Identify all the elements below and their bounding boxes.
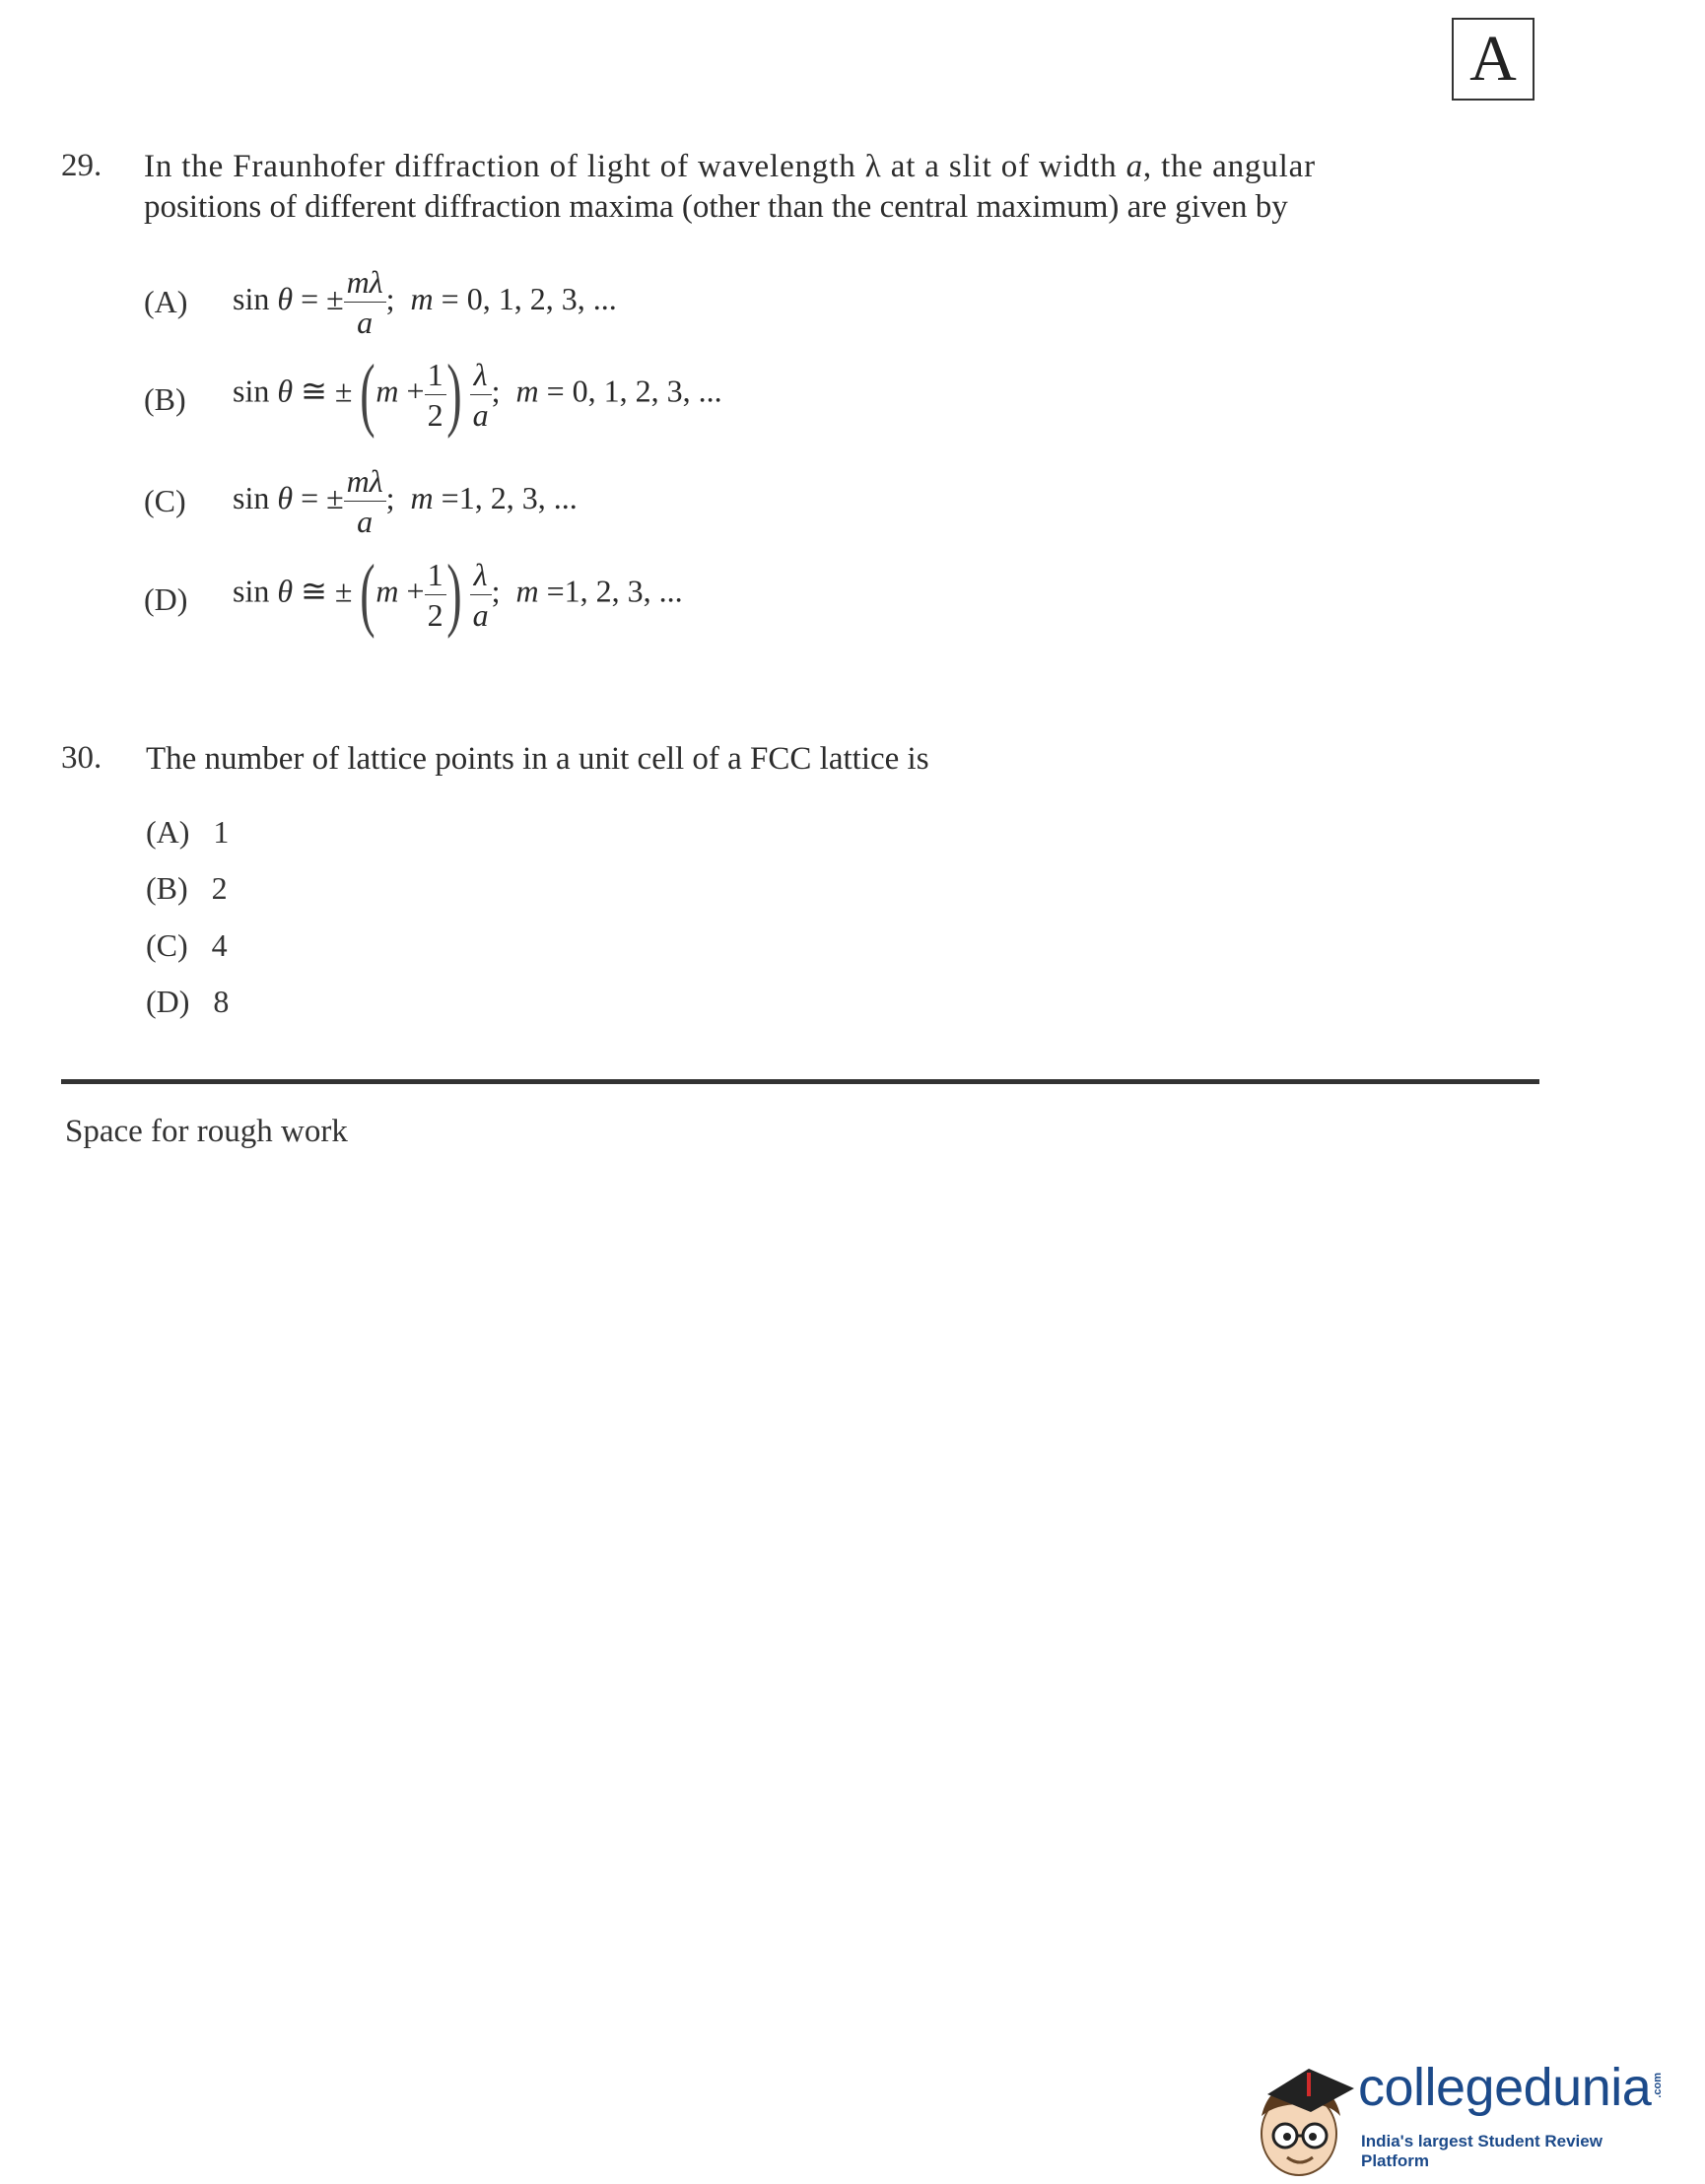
option-30-c: (C) 4 [146,927,228,963]
question-29-line-2: positions of different diffraction maxima (other than the central maximum) are given by [144,189,1288,225]
question-29-line-1: In the Fraunhofer diffraction of light of wavelength λ at a slit of width a, the angular [144,149,1316,184]
option-29-c-formula: sin θ = ± $\frac{m\lambda}{a}$ ; m =1, 2, 3, ... [233,463,578,539]
section-divider [61,1079,1539,1084]
fraction-lambda-over-a: $\frac{\lambda}{a}$ [470,559,492,631]
option-30-b: (B) 2 [146,870,228,906]
right-paren: ) [445,348,462,440]
fraction-m-lambda-over-a: $\frac{m\lambda}{a}$ [344,465,386,537]
option-30-a: (A) 1 [146,814,230,850]
option-29-b-formula: sin θ ≅ ± (m + $\frac{1}{2}$ ) $\frac{\lambda}{a}$ ; m = 0, 1, 2, 3, ... [233,348,722,440]
paper-set-box [1452,18,1534,101]
option-29-a-label: (A) [144,284,188,319]
question-29-number: 29. [61,148,102,183]
option-29-d-formula: sin θ ≅ ± (m + $\frac{1}{2}$ ) $\frac{\lambda}{a}$ ; m =1, 2, 3, ... [233,548,683,640]
question-30-text: The number of lattice points in a unit cell of a FCC lattice is [146,741,929,777]
logo-suffix: .com [1652,2073,1664,2098]
fraction-m-lambda-over-a: $\frac{m\lambda}{a}$ [344,266,386,338]
option-29-b-label: (B) [144,381,186,417]
logo-brand-text: collegedunia [1358,2058,1652,2117]
left-paren: ( [360,348,376,440]
collegedunia-logo [1250,2055,1673,2178]
fraction-one-half: $\frac{1}{2}$ [425,559,446,631]
option-29-d-label: (D) [144,581,188,617]
rough-work-label: Space for rough work [65,1114,348,1149]
option-29-c-label: (C) [144,483,186,518]
paper-set-letter: A [1469,23,1517,95]
question-30-number: 30. [61,740,102,776]
option-29-a-formula: sin θ = ± $\frac{m\lambda}{a}$ ; m = 0, 1, 2, 3, ... [233,264,617,340]
left-paren: ( [360,548,376,640]
option-30-d: (D) 8 [146,984,230,1019]
right-paren: ) [445,548,462,640]
logo-tagline: India's largest Student Review Platform [1361,2132,1603,2170]
mascot-icon [1250,2055,1358,2178]
question-29-text [144,147,1534,228]
fraction-lambda-over-a: $\frac{\lambda}{a}$ [470,359,492,431]
fraction-one-half: $\frac{1}{2}$ [425,359,446,431]
